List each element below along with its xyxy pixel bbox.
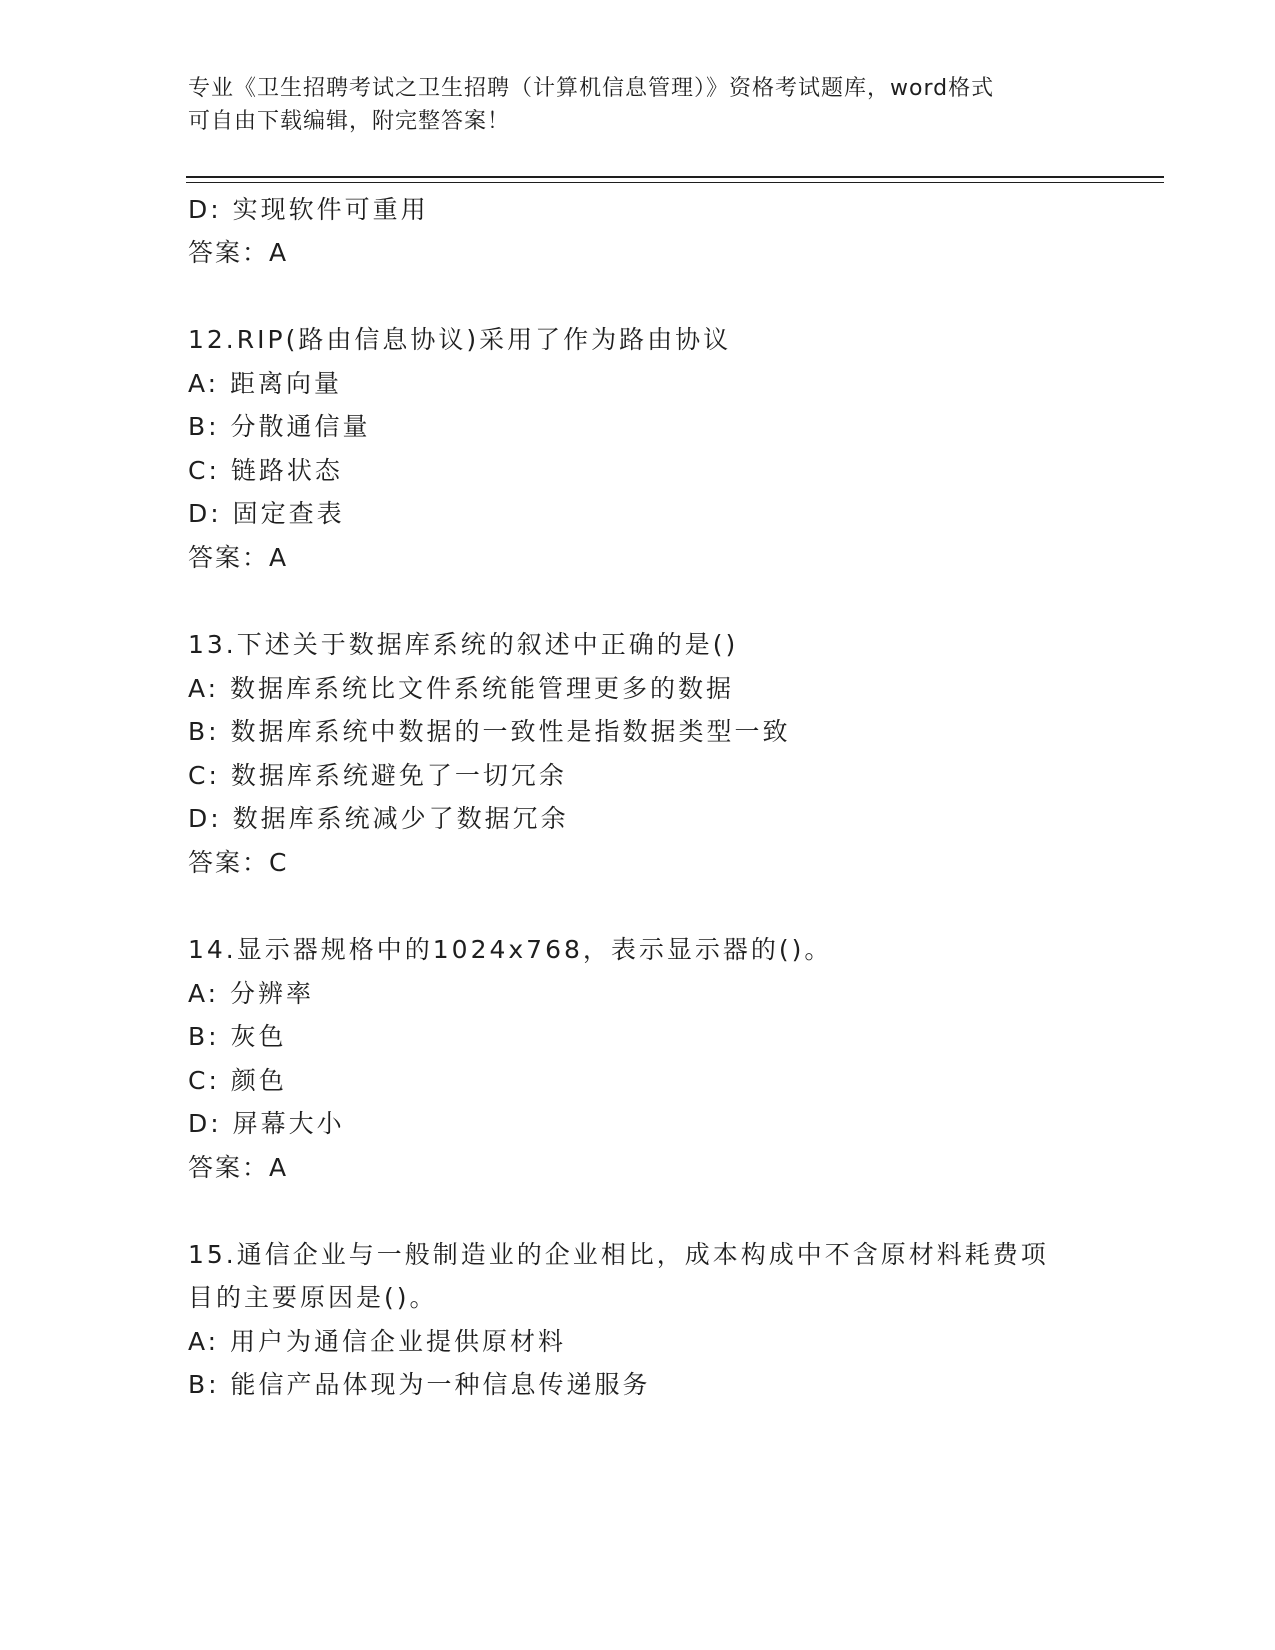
header-divider-thin [186,182,1164,183]
q13-answer: 答案：C [188,848,289,877]
q15-stem-line-1: 15.通信企业与一般制造业的企业相比，成本构成中不含原材料耗费项 [188,1240,1049,1269]
q14-option-c: C: 颜色 [188,1066,287,1095]
q12-option-c: C: 链路状态 [188,456,343,485]
header-line-1: 专业《卫生招聘考试之卫生招聘（计算机信息管理）》资格考试题库，word格式 [188,76,995,101]
header-line-2: 可自由下载编辑，附完整答案！ [188,109,511,134]
q14-option-d: D: 屏幕大小 [188,1109,345,1138]
q14-option-a: A: 分辨率 [188,979,315,1008]
header-divider-thick [186,176,1164,178]
q11-option-d: D: 实现软件可重用 [188,195,429,224]
q14-answer: 答案：A [188,1153,289,1182]
q12-option-d: D: 固定查表 [188,499,345,528]
q13-option-c: C: 数据库系统避免了一切冗余 [188,761,567,790]
q13-option-b: B: 数据库系统中数据的一致性是指数据类型一致 [188,717,791,746]
q12-stem: 12.RIP(路由信息协议)采用了作为路由协议 [188,325,732,354]
q13-stem: 13.下述关于数据库系统的叙述中正确的是() [188,630,739,659]
q12-option-a: A: 距离向量 [188,369,343,398]
q14-option-b: B: 灰色 [188,1022,287,1051]
q15-option-a: A: 用户为通信企业提供原材料 [188,1327,567,1356]
q13-option-d: D: 数据库系统减少了数据冗余 [188,804,569,833]
q12-answer: 答案：A [188,543,289,572]
q13-option-a: A: 数据库系统比文件系统能管理更多的数据 [188,674,735,703]
q15-stem-line-2: 目的主要原因是()。 [188,1283,438,1312]
q14-stem: 14.显示器规格中的1024x768，表示显示器的()。 [188,935,833,964]
q15-option-b: B: 能信产品体现为一种信息传递服务 [188,1370,651,1399]
q11-answer: 答案：A [188,238,289,267]
document-header [188,72,1088,138]
q12-option-b: B: 分散通信量 [188,412,371,441]
